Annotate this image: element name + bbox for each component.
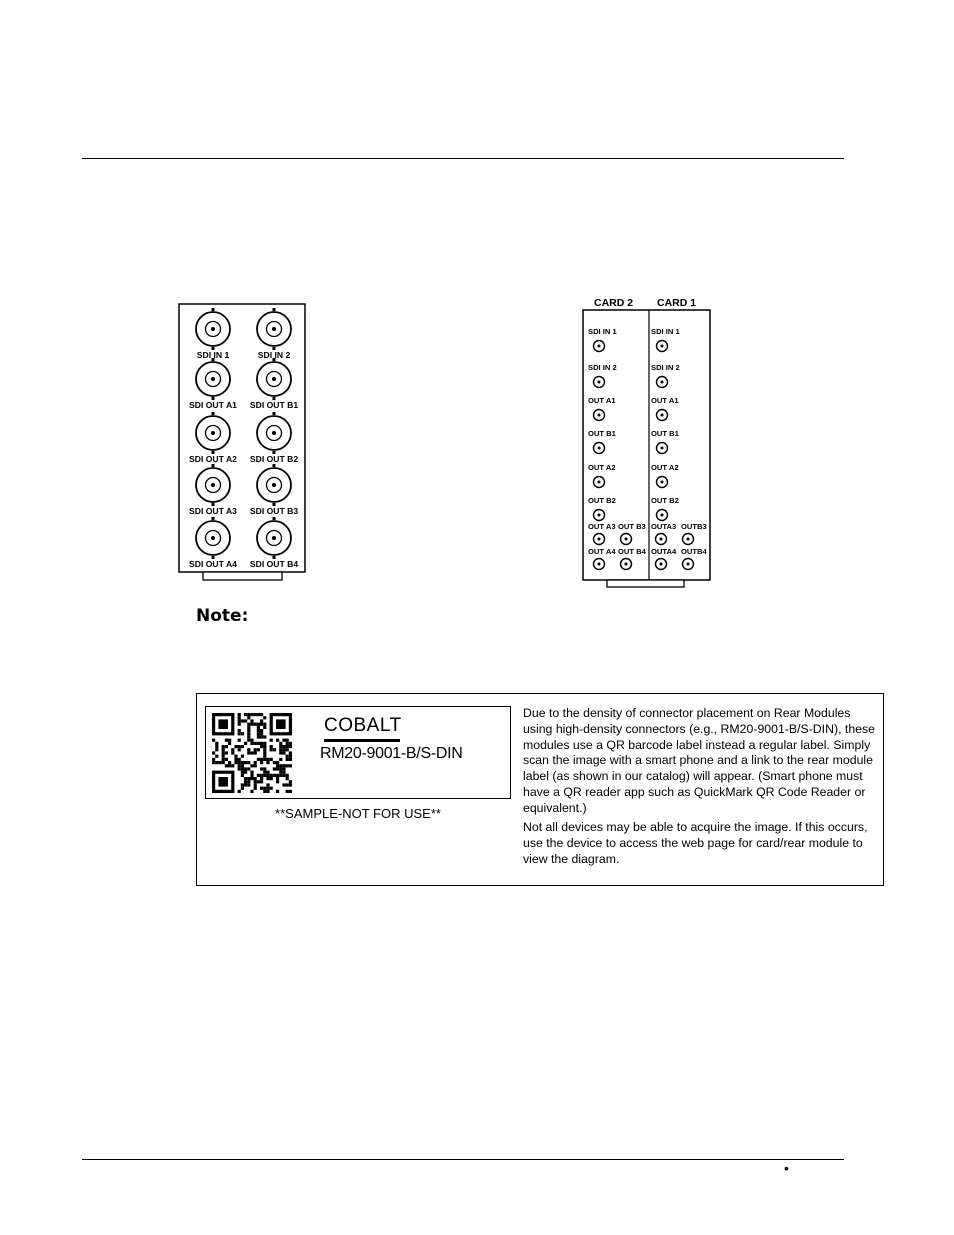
connector-label: SDI OUT B1 bbox=[249, 400, 299, 410]
connector-label: OUT B1 bbox=[588, 429, 616, 438]
din-connector-icon bbox=[657, 443, 668, 454]
din-connector-icon bbox=[594, 559, 605, 570]
connector-label: SDI IN 2 bbox=[588, 363, 617, 372]
connector-label: OUT B1 bbox=[651, 429, 679, 438]
footer-rule bbox=[82, 1159, 844, 1160]
connector-label: SDI OUT B3 bbox=[249, 506, 299, 516]
brand-underline bbox=[324, 739, 400, 742]
connector-label: OUT B2 bbox=[651, 496, 679, 505]
din-connector-icon bbox=[594, 377, 605, 388]
qr-explanation: Due to the density of connector placement on Rear Modules using high-density connectors (e.g., RM20-9001-B/S-DIN), these modules use a QR barcode label instead a regular label. Simply scan the image with a smart phone and a link to the rear module label (as shown in our catalog) will appear. (Smart phone must have a QR reader app such as QuickMark QR Code Reader or equivalent.) bbox=[523, 706, 875, 815]
connector-label: SDI OUT A2 bbox=[189, 454, 237, 464]
connector-label: OUT B4 bbox=[618, 547, 646, 556]
connector-label: OUT A3 bbox=[588, 522, 616, 531]
qr-code-icon bbox=[212, 713, 292, 793]
din-connector-icon bbox=[657, 341, 668, 352]
din-connector-icon bbox=[621, 534, 632, 545]
brand-logo: COBALT bbox=[324, 715, 402, 736]
connector-label: OUTA3 bbox=[651, 522, 677, 531]
din-connector-icon bbox=[657, 410, 668, 421]
connector-label: OUT B3 bbox=[618, 522, 646, 531]
din-connector-icon bbox=[594, 510, 605, 521]
sample-qr-label bbox=[205, 706, 511, 799]
connector-label: SDI IN 1 bbox=[651, 327, 680, 336]
din-connector-icon bbox=[683, 534, 694, 545]
connector-label: OUT A2 bbox=[588, 463, 616, 472]
connector-label: SDI OUT A4 bbox=[189, 559, 237, 569]
din-connector-icon bbox=[656, 534, 667, 545]
din-connector-icon bbox=[657, 377, 668, 388]
connector-label: SDI OUT B4 bbox=[249, 559, 299, 569]
connector-label: OUT A2 bbox=[651, 463, 679, 472]
din-connector-icon bbox=[657, 510, 668, 521]
connector-label: OUT A4 bbox=[588, 547, 616, 556]
sample-caption: **SAMPLE-NOT FOR USE** bbox=[275, 806, 441, 821]
din-connector-icon bbox=[594, 410, 605, 421]
din-connector-icon bbox=[657, 477, 668, 488]
din-connector-icon bbox=[656, 559, 667, 570]
connector-label: SDI IN 2 bbox=[257, 350, 291, 360]
connector-label: SDI OUT A1 bbox=[189, 400, 237, 410]
connector-label: OUT A1 bbox=[651, 396, 679, 405]
connector-label: OUTA4 bbox=[651, 547, 677, 556]
connector-label: SDI IN 1 bbox=[196, 350, 230, 360]
connector-label: SDI IN 2 bbox=[651, 363, 680, 372]
card1-title: CARD 1 bbox=[657, 297, 697, 309]
din-connector-icon bbox=[594, 534, 605, 545]
qr-fallback-note: Not all devices may be able to acquire the image. If this occurs, use the device to access the web page for card/rear module to view the diagram. bbox=[523, 820, 868, 866]
model-number: RM20-9001-B/S-DIN bbox=[320, 745, 463, 762]
din-connector-icon bbox=[594, 477, 605, 488]
rear-module-panel-bnc bbox=[175, 300, 310, 585]
connector-label: OUTB4 bbox=[681, 547, 707, 556]
connector-label: OUTB3 bbox=[681, 522, 707, 531]
card2-title: CARD 2 bbox=[594, 297, 634, 309]
din-connector-icon bbox=[594, 341, 605, 352]
header-rule bbox=[82, 158, 844, 159]
connector-label: OUT B2 bbox=[588, 496, 616, 505]
connector-label: SDI OUT B2 bbox=[249, 454, 299, 464]
din-connector-icon bbox=[594, 443, 605, 454]
connector-label: OUT A1 bbox=[588, 396, 616, 405]
connector-label: SDI OUT A3 bbox=[189, 506, 237, 516]
note-label: Note: bbox=[196, 606, 249, 626]
connector-label: SDI IN 1 bbox=[588, 327, 617, 336]
footer-bullet: • bbox=[784, 1160, 789, 1176]
din-connector-icon bbox=[683, 559, 694, 570]
rear-module-panel-dual-card bbox=[580, 292, 715, 592]
din-connector-icon bbox=[621, 559, 632, 570]
